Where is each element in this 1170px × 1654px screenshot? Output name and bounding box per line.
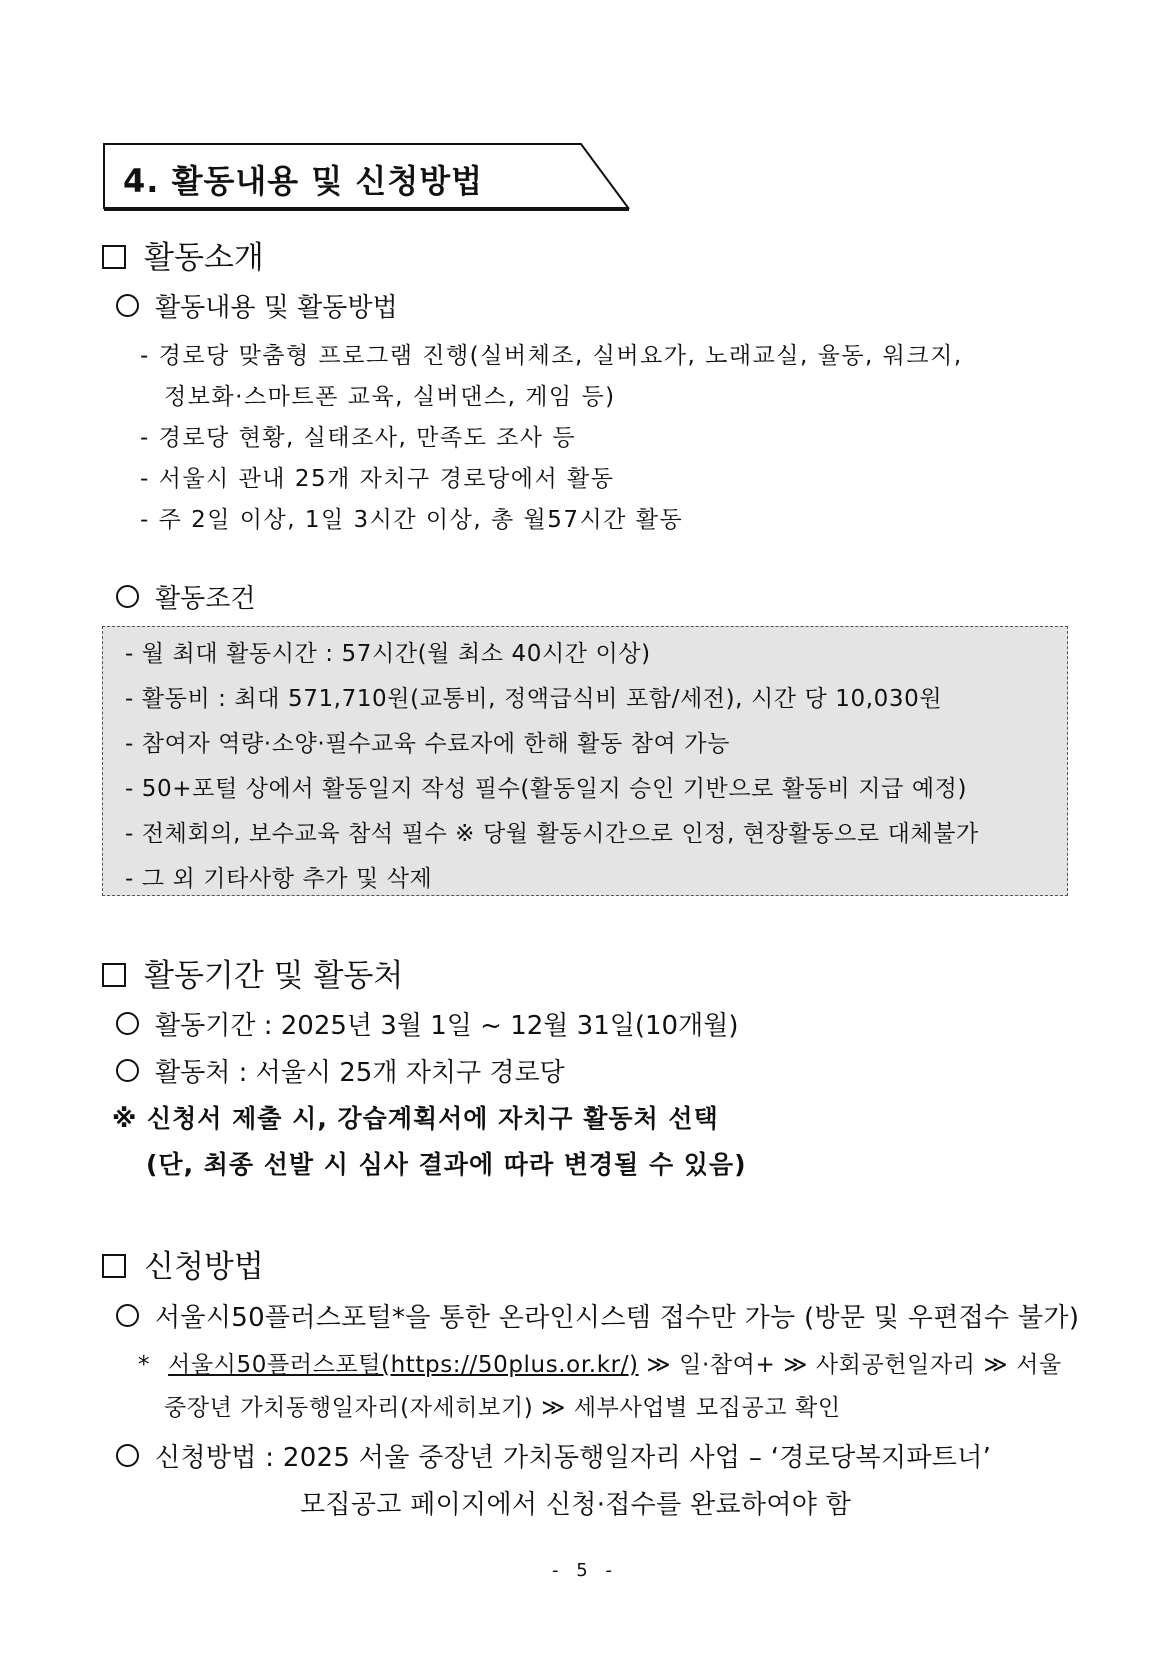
- footnote-path: ≫ 일·참여+ ≫ 사회공헌일자리 ≫ 서울: [638, 1352, 1062, 1378]
- condition-item: - 그 외 기타사항 추가 및 삭제: [125, 866, 433, 892]
- circle-bullet-icon: [116, 585, 139, 608]
- content-heading: [116, 287, 398, 324]
- condition-item: - 50+포털 상에서 활동일지 작성 필수(활동일지 승인 기반으로 활동비 지급 예정): [125, 776, 968, 802]
- apply-heading: [102, 1241, 264, 1286]
- conditions-box: [102, 626, 1068, 896]
- apply-item-line2: 모집공고 페이지에서 신청·접수를 완료하여야 함: [300, 1490, 852, 1520]
- square-bullet-icon: [102, 245, 126, 269]
- content-heading-text: 활동내용 및 활동방법: [155, 293, 398, 323]
- apply-footnote-line2: 중장년 가치동행일자리(자세히보기) ≫ 세부사업별 모집공고 확인: [164, 1395, 841, 1421]
- content-item: - 서울시 관내 25개 자치구 경로당에서 활동: [140, 466, 615, 492]
- circle-bullet-icon: [116, 294, 139, 317]
- apply-item: [116, 1437, 991, 1474]
- content-item: - 주 2일 이상, 1일 3시간 이상, 총 월57시간 활동: [140, 507, 684, 533]
- apply-heading-text: 신청방법: [144, 1249, 264, 1285]
- circle-bullet-icon: [116, 1304, 139, 1327]
- period-heading-text: 활동기간 및 활동처: [144, 958, 404, 994]
- content-item: - 경로당 현황, 실태조사, 만족도 조사 등: [140, 425, 577, 451]
- apply-item-text: 신청방법 : 2025 서울 중장년 가치동행일자리 사업 – ‘경로당복지파트너’: [155, 1443, 992, 1473]
- period-note-line2: (단, 최종 선발 시 심사 결과에 따라 변경될 수 있음): [146, 1150, 747, 1179]
- square-bullet-icon: [102, 1254, 126, 1278]
- square-bullet-icon: [102, 963, 126, 987]
- intro-heading: [102, 232, 264, 277]
- period-note-line1: ※ 신청서 제출 시, 강습계획서에 자치구 활동처 선택: [112, 1104, 719, 1133]
- content-item: 정보화·스마트폰 교육, 실버댄스, 게임 등): [164, 384, 616, 410]
- condition-item: - 참여자 역량·소양·필수교육 수료자에 한해 활동 참여 가능: [125, 731, 730, 757]
- period-item: [116, 1052, 565, 1089]
- period-item-text: 활동처 : 서울시 25개 자치구 경로당: [155, 1058, 565, 1088]
- condition-item: - 전체회의, 보수교육 참석 필수 ※ 당월 활동시간으로 인정, 현장활동으로 대체불가: [125, 821, 979, 847]
- period-item: [116, 1005, 738, 1042]
- section-header: [103, 143, 631, 211]
- content-item: - 경로당 맞춤형 프로그램 진행(실버체조, 실버요가, 노래교실, 율동, 워크지,: [140, 343, 963, 369]
- circle-bullet-icon: [116, 1059, 139, 1082]
- apply-item-text: 서울시50플러스포털*을 통한 온라인시스템 접수만 가능 (방문 및 우편접수 불가): [155, 1303, 1080, 1333]
- apply-footnote: [138, 1346, 1062, 1379]
- portal-link[interactable]: 서울시50플러스포털(https://50plus.or.kr/): [168, 1352, 639, 1378]
- condition-item: - 활동비 : 최대 571,710원(교통비, 정액급식비 포함/세전), 시간 당 10,030원: [125, 686, 943, 712]
- condition-item: - 월 최대 활동시간 : 57시간(월 최소 40시간 이상): [125, 641, 651, 667]
- intro-heading-text: 활동소개: [144, 240, 264, 276]
- circle-bullet-icon: [116, 1444, 139, 1467]
- period-item-text: 활동기간 : 2025년 3월 1일 ~ 12월 31일(10개월): [155, 1011, 739, 1041]
- page-number: - 5 -: [552, 1560, 618, 1581]
- circle-bullet-icon: [116, 1012, 139, 1035]
- period-heading: [102, 950, 403, 995]
- footnote-mark: *: [138, 1352, 151, 1378]
- apply-item: [116, 1297, 1079, 1334]
- conditions-heading: [116, 578, 255, 615]
- conditions-heading-text: 활동조건: [155, 584, 256, 614]
- section-title: 4. 활동내용 및 신청방법: [123, 162, 484, 200]
